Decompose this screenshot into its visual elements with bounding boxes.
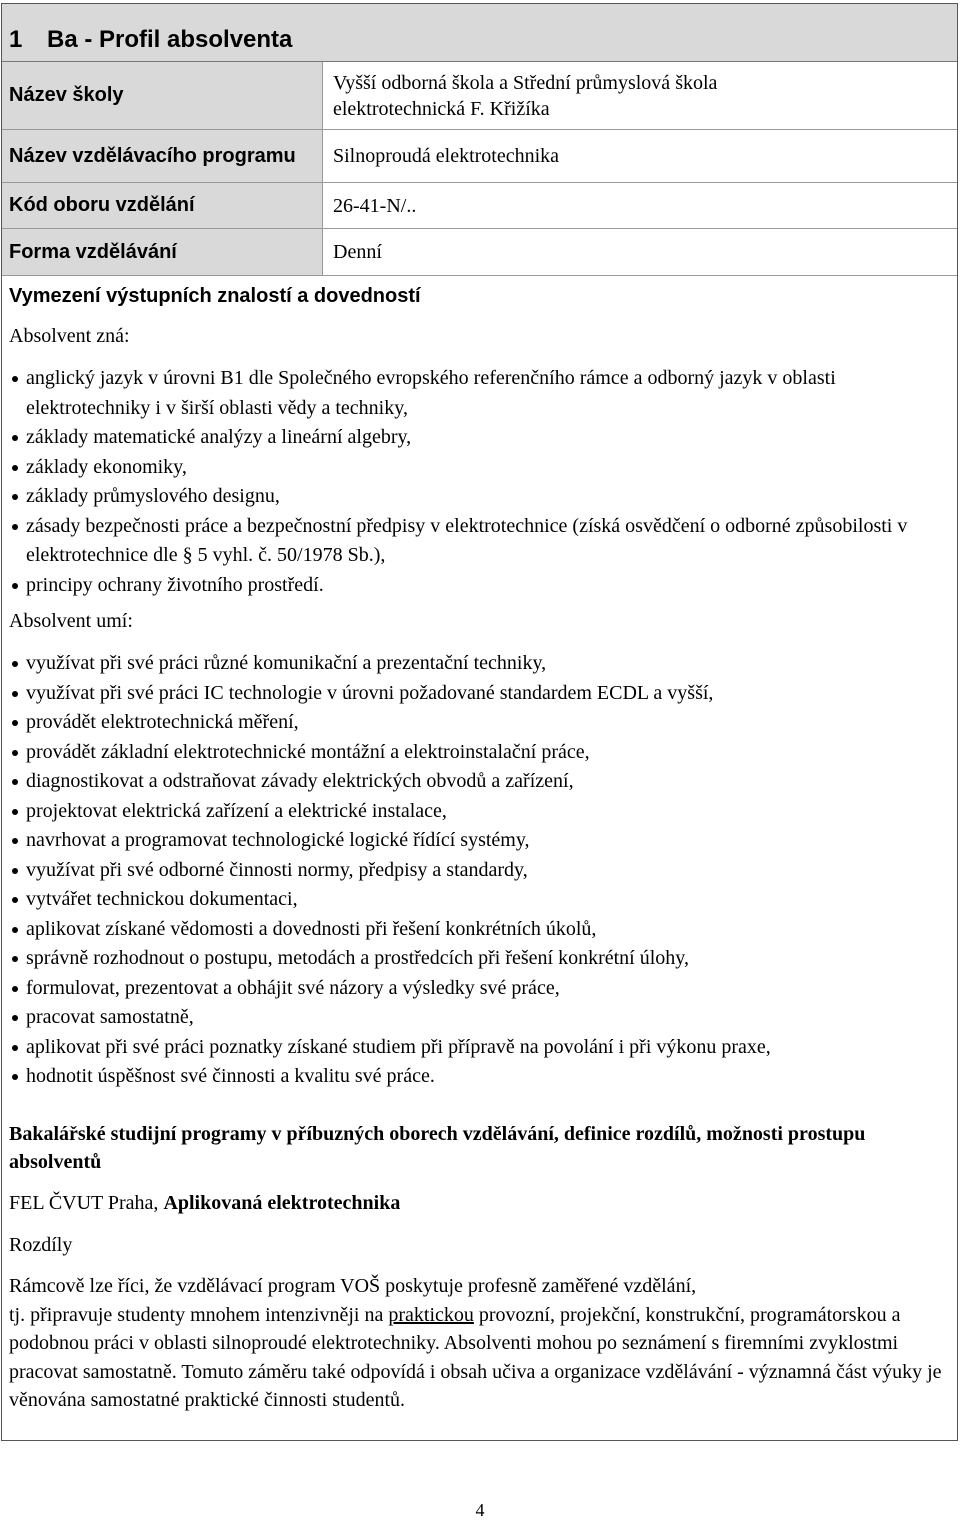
section-number: 1 xyxy=(9,26,23,53)
differences-paragraph xyxy=(9,1272,954,1415)
list-item-text: využívat při své práci různé komunikační a prezentační techniky, xyxy=(26,652,547,674)
program-value: Silnoproudá elektrotechnika xyxy=(333,145,560,167)
list-item xyxy=(2,1033,947,1063)
list-item-text: základy průmyslového designu, xyxy=(26,485,280,507)
bullet-icon xyxy=(12,868,18,874)
bullet-icon xyxy=(12,809,18,815)
list-item-text: základy matematické analýzy a lineární algebry, xyxy=(26,426,412,448)
bullet-icon xyxy=(12,956,18,962)
list-item-text: provádět elektrotechnická měření, xyxy=(26,711,299,733)
list-item xyxy=(2,512,947,571)
list-item xyxy=(2,915,947,945)
school-value xyxy=(333,62,957,129)
list-item xyxy=(2,708,947,738)
list-item xyxy=(2,738,947,768)
list-item-text: vytvářet technickou dokumentaci, xyxy=(26,888,298,910)
code-label: Kód oboru vzdělání xyxy=(2,183,323,228)
bachelor-program-name: Aplikovaná elektrotechnika xyxy=(163,1192,401,1214)
bullet-icon xyxy=(12,1074,18,1080)
list-item xyxy=(2,679,947,709)
list-item xyxy=(2,944,947,974)
bullet-icon xyxy=(12,779,18,785)
list-item xyxy=(2,974,947,1004)
list-item xyxy=(2,423,947,453)
list-item xyxy=(2,482,947,512)
bachelor-program-prefix: FEL ČVUT Praha, xyxy=(9,1192,164,1214)
code-value: 26-41-N/.. xyxy=(333,194,417,217)
outcomes-heading: Vymezení výstupních znalostí a dovedností xyxy=(9,285,421,307)
bullet-icon xyxy=(12,494,18,500)
list-item xyxy=(2,453,947,483)
list-item xyxy=(2,885,947,915)
code-row xyxy=(2,183,957,228)
list-item-text: aplikovat získané vědomosti a dovednosti při řešení konkrétních úkolů, xyxy=(26,917,597,940)
bullet-icon xyxy=(12,1015,18,1021)
list-item-text: provádět základní elektrotechnické montážní a elektroinstalační práce, xyxy=(26,740,590,763)
knows-label: Absolvent zná: xyxy=(9,325,130,347)
bullet-icon xyxy=(12,465,18,471)
bachelor-program xyxy=(9,1192,400,1215)
list-item-text: zásady bezpečnosti práce a bezpečnostní předpisy v elektrotechnice (získá osvědčení o odborné způsobilosti v elektrotechnice dle § 5 vyhl. č. 50/1978 Sb.), xyxy=(26,514,908,566)
program-label: Název vzdělávacího programu xyxy=(2,130,323,182)
list-item-text: správně rozhodnout o postupu, metodách a prostředcích při řešení konkrétní úlohy, xyxy=(26,947,689,969)
bullet-icon xyxy=(12,376,18,382)
bullet-icon xyxy=(12,838,18,844)
list-item-text: navrhovat a programovat technologické logické řídící systémy, xyxy=(26,829,530,851)
form-row xyxy=(2,229,957,275)
bullet-icon xyxy=(12,720,18,726)
list-item-text: využívat při své práci IC technologie v úrovni požadované standardem ECDL a vyšší, xyxy=(26,681,714,704)
list-item-text: aplikovat při své práci poznatky získané studiem při přípravě na povolání i při výkonu praxe, xyxy=(26,1035,771,1058)
page-number: 4 xyxy=(475,1500,485,1520)
list-item xyxy=(2,767,947,797)
list-item-text: hodnotit úspěšnost své činnosti a kvalitu své práce. xyxy=(26,1065,435,1087)
bullet-icon xyxy=(12,435,18,441)
bullet-icon xyxy=(12,691,18,697)
list-item-text: pracovat samostatně, xyxy=(26,1006,194,1028)
paragraph-part-b: provozní, projekční, konstrukční, programátorskou a podobnou práci v oblasti silnoproudé elektrotechniky. Absolventi mohou po seznámení s firemními zvyklostmi pracovat samostatně. Tomuto záměru také odpovídá i obsah učiva a organizace vzdělávání - významná část výuky je věnována samostatné praktické činnosti studentů. xyxy=(9,1303,942,1411)
list-item-text: projektovat elektrická zařízení a elektrické instalace, xyxy=(26,799,447,822)
bullet-icon xyxy=(12,661,18,667)
list-item xyxy=(2,364,947,423)
list-item xyxy=(2,1062,947,1092)
paragraph-rest xyxy=(9,1301,954,1415)
differences-label: Rozdíly xyxy=(9,1234,73,1256)
section-title-text: Ba - Profil absolventa xyxy=(47,26,293,53)
bullet-icon xyxy=(12,927,18,933)
knows-list xyxy=(2,364,947,600)
form-value: Denní xyxy=(333,241,382,263)
bullet-icon xyxy=(12,583,18,589)
bachelor-heading: Bakalářské studijní programy v příbuzných oborech vzdělávání, definice rozdílů, možnosti prostupu absolventů xyxy=(9,1123,866,1173)
list-item xyxy=(2,649,947,679)
form-label: Forma vzdělávání xyxy=(2,229,323,275)
can-label: Absolvent umí: xyxy=(9,610,133,632)
bullet-icon xyxy=(12,524,18,530)
list-item xyxy=(2,1003,947,1033)
list-item-text: formulovat, prezentovat a obhájit své názory a výsledky své práce, xyxy=(26,976,560,999)
bullet-icon xyxy=(12,750,18,756)
can-list xyxy=(2,649,947,1092)
list-item-text: diagnostikovat a odstraňovat závady elektrických obvodů a zařízení, xyxy=(26,770,574,792)
list-item-text: využívat při své odborné činnosti normy, předpisy a standardy, xyxy=(26,858,528,881)
paragraph-underlined: praktickou xyxy=(388,1303,474,1326)
list-item-text: základy ekonomiky, xyxy=(26,455,187,478)
list-item xyxy=(2,797,947,827)
list-item xyxy=(2,826,947,856)
paragraph-line1: Rámcově lze říci, že vzdělávací program VOŠ poskytuje profesně zaměřené vzdělání, xyxy=(9,1275,697,1297)
bullet-icon xyxy=(12,986,18,992)
list-item xyxy=(2,856,947,886)
school-value-line1: Vyšší odborná škola a Střední průmyslová škola xyxy=(333,71,718,94)
list-item-text: principy ochrany životního prostředí. xyxy=(26,573,324,596)
list-item-text: anglický jazyk v úrovni B1 dle Společného evropského referenčního rámce a odborný jazyk v oblasti elektrotechniky i v širší oblasti vědy a techniky, xyxy=(26,367,836,419)
program-row xyxy=(2,130,957,182)
document-frame xyxy=(1,3,958,1441)
school-value-line2: elektrotechnická F. Křižíka xyxy=(333,97,550,120)
bullet-icon xyxy=(12,897,18,903)
row-divider xyxy=(2,275,957,276)
school-label: Název školy xyxy=(2,62,323,129)
paragraph-part-a: tj. připravuje studenty mnohem intenzivněji na xyxy=(9,1303,389,1326)
bullet-icon xyxy=(12,1045,18,1051)
list-item xyxy=(2,571,947,601)
school-row xyxy=(2,62,957,129)
section-title xyxy=(2,4,957,62)
